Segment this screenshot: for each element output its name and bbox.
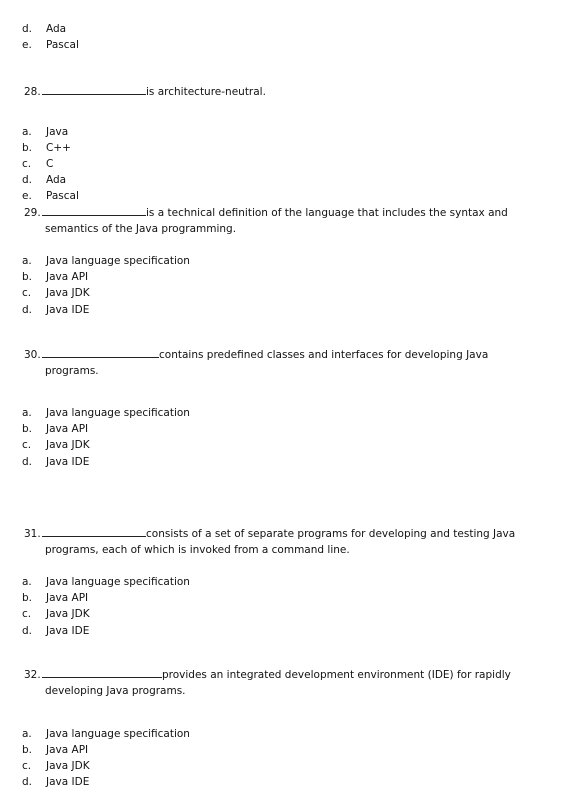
option-letter: b. xyxy=(22,423,33,435)
option-text: Java language specification xyxy=(46,576,190,588)
option-item xyxy=(22,287,90,300)
option-text: Java language specification xyxy=(46,728,190,740)
option-letter: d. xyxy=(22,23,33,35)
option-item xyxy=(22,456,89,469)
option-letter: c. xyxy=(22,439,32,451)
option-text: C++ xyxy=(46,142,71,154)
option-letter: a. xyxy=(22,728,32,740)
option-text: C xyxy=(46,158,54,170)
option-item xyxy=(22,576,190,589)
option-text: Java API xyxy=(46,744,89,756)
option-item xyxy=(22,142,71,155)
question-text-continued: semantics of the Java programming. xyxy=(45,223,237,235)
option-letter: a. xyxy=(22,576,32,588)
option-text: Java language specification xyxy=(46,407,190,419)
answer-blank xyxy=(42,348,159,358)
answer-blank xyxy=(42,206,146,216)
option-item xyxy=(22,760,90,773)
option-letter: b. xyxy=(22,142,33,154)
option-item xyxy=(22,407,190,420)
option-letter: d. xyxy=(22,456,33,468)
option-text: Java JDK xyxy=(46,439,90,451)
option-item xyxy=(22,592,88,605)
question-text-continued: programs, each of which is invoked from a command line. xyxy=(45,544,350,556)
option-letter: e. xyxy=(22,39,32,51)
option-text: Ada xyxy=(46,23,67,35)
option-text: Pascal xyxy=(46,190,79,202)
question-30 xyxy=(24,348,488,362)
option-letter: a. xyxy=(22,407,32,419)
option-text: Ada xyxy=(46,174,67,186)
option-item xyxy=(22,625,89,638)
question-31 xyxy=(24,527,515,541)
option-letter: b. xyxy=(22,744,33,756)
option-letter: a. xyxy=(22,126,32,138)
option-item xyxy=(22,744,88,757)
option-text: Java language specification xyxy=(46,255,190,267)
question-32 xyxy=(24,668,511,682)
option-letter: c. xyxy=(22,287,32,299)
option-text: Java IDE xyxy=(46,304,90,316)
question-number: 29. xyxy=(24,207,41,219)
option-item xyxy=(22,439,90,452)
question-number: 28. xyxy=(24,86,41,98)
question-text: contains predefined classes and interfaces for developing Java xyxy=(159,349,489,361)
option-text: Java API xyxy=(46,271,89,283)
question-number: 32. xyxy=(24,669,41,681)
option-item xyxy=(22,271,88,284)
question-28 xyxy=(24,85,266,99)
option-text: Java xyxy=(46,126,69,138)
option-text: Pascal xyxy=(46,39,79,51)
option-item xyxy=(22,776,89,789)
question-text-continued: programs. xyxy=(45,365,99,377)
option-item xyxy=(22,126,68,139)
option-letter: d. xyxy=(22,304,33,316)
option-text: Java API xyxy=(46,423,89,435)
option-item xyxy=(22,39,79,52)
question-number: 31. xyxy=(24,528,41,540)
option-text: Java JDK xyxy=(46,760,90,772)
option-text: Java IDE xyxy=(46,456,90,468)
option-text: Java JDK xyxy=(46,608,90,620)
option-letter: d. xyxy=(22,174,33,186)
option-item xyxy=(22,23,66,36)
question-text-continued: developing Java programs. xyxy=(45,685,186,697)
answer-blank xyxy=(42,527,146,537)
question-text: is architecture-neutral. xyxy=(146,86,266,98)
answer-blank xyxy=(42,85,146,95)
option-letter: d. xyxy=(22,625,33,637)
option-letter: b. xyxy=(22,271,33,283)
option-letter: c. xyxy=(22,158,32,170)
option-item xyxy=(22,174,66,187)
option-letter: d. xyxy=(22,776,33,788)
answer-blank xyxy=(42,668,162,678)
option-letter: e. xyxy=(22,190,32,202)
option-item xyxy=(22,255,190,268)
option-item xyxy=(22,728,190,741)
option-letter: a. xyxy=(22,255,32,267)
option-item xyxy=(22,423,88,436)
question-text: consists of a set of separate programs for developing and testing Java xyxy=(146,528,516,540)
option-text: Java JDK xyxy=(46,287,90,299)
question-number: 30. xyxy=(24,349,41,361)
question-text: provides an integrated development environment (IDE) for rapidly xyxy=(162,669,511,681)
option-item xyxy=(22,608,90,621)
option-item xyxy=(22,158,53,171)
option-item xyxy=(22,304,89,317)
option-letter: b. xyxy=(22,592,33,604)
option-item xyxy=(22,190,79,203)
option-letter: c. xyxy=(22,608,32,620)
question-29 xyxy=(24,206,508,220)
option-text: Java API xyxy=(46,592,89,604)
option-text: Java IDE xyxy=(46,625,90,637)
option-text: Java IDE xyxy=(46,776,90,788)
option-letter: c. xyxy=(22,760,32,772)
question-text: is a technical definition of the language that includes the syntax and xyxy=(146,207,508,219)
